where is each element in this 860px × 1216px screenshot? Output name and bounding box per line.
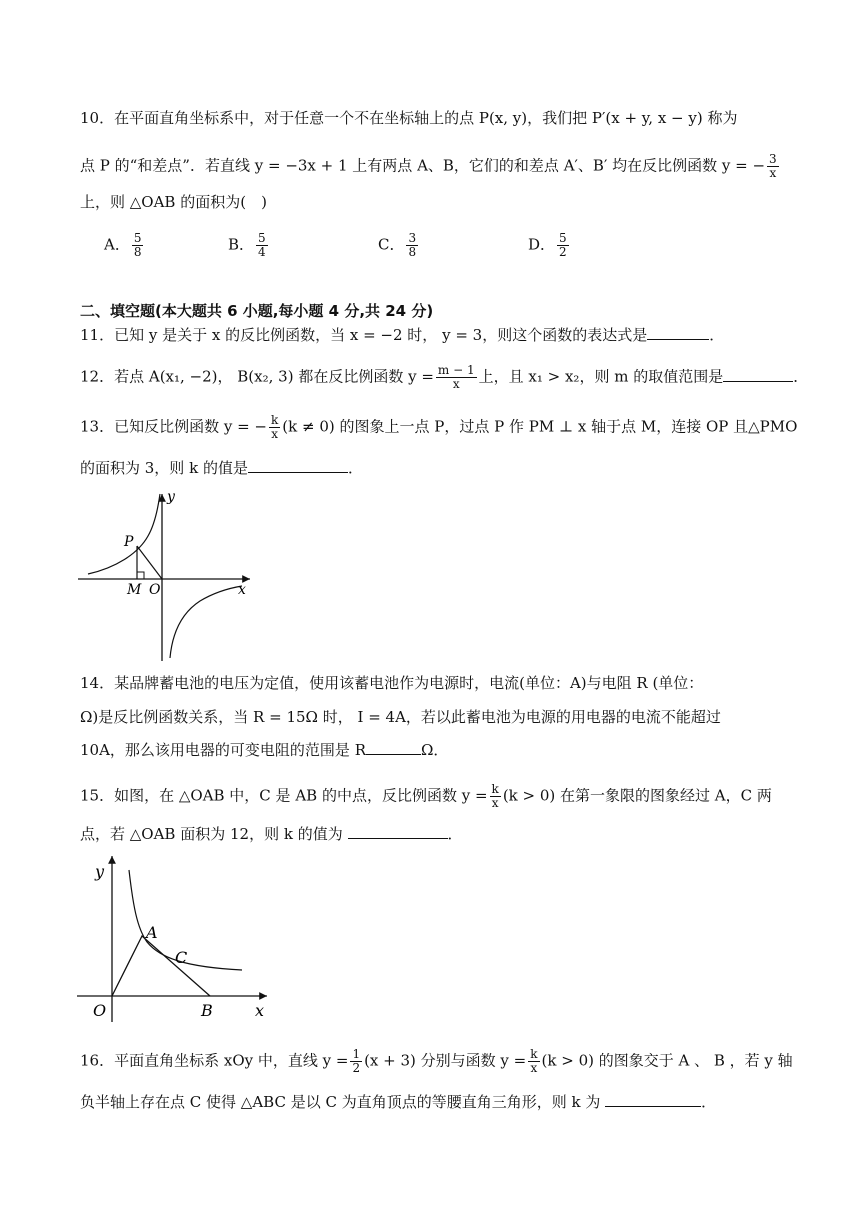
curve-branch-4th-quadrant — [170, 586, 242, 658]
q14-answer-blank[interactable] — [366, 740, 421, 755]
section-heading: 二、填空题(本大题共 6 小题,每小题 4 分,共 24 分) — [80, 302, 434, 320]
q15-line1: 15．如图，在 △OAB 中，C 是 AB 的中点，反比例函数 y = $\frac{k}{x}$ (k > 0) 在第一象限的图象经过 A，C 两 — [80, 782, 772, 810]
q12-answer-blank[interactable] — [723, 367, 793, 382]
q10-line2 — [80, 153, 781, 180]
triangle-OAB — [112, 936, 210, 996]
q11: 11．已知 y 是关于 x 的反比例函数，当 x = −2 时， y = 3，则这个函数的表达式是 ． — [80, 326, 725, 344]
q10-option-c[interactable]: C． $\frac{3}{8}$ — [378, 231, 417, 259]
segment-PO — [137, 546, 162, 579]
q13-line1: 13．已知反比例函数 y = − $\frac{k}{x}$ (k ≠ 0) 的图象上一点 P，过点 P 作 PM ⊥ x 轴于点 M，连接 OP 且△PMO — [80, 413, 798, 441]
label-B: B — [201, 1001, 213, 1020]
q10-option-b[interactable]: B． $\frac{5}{4}$ — [228, 231, 266, 259]
q10-fraction: $\frac{3}{x}$ — [769, 152, 777, 180]
q10-option-a[interactable]: A． $\frac{5}{8}$ — [104, 231, 142, 259]
q13-line2: 的面积为 3，则 k 的值是 ． — [80, 459, 363, 477]
q12: 12．若点 A(x₁, −2)， B(x₂, 3) 都在反比例函数 y = $\frac{m - 1}{x}$ 上，且 x₁ > x₂，则 m 的取值范围是 ． — [80, 363, 809, 391]
label-x: x — [255, 1001, 265, 1020]
figure-13 — [70, 486, 270, 666]
q15-answer-blank[interactable] — [348, 824, 448, 839]
label-y: y — [95, 862, 105, 881]
q16-line2: 负半轴上存在点 C 使得 △ABC 是以 C 为直角顶点的等腰直角三角形，则 k 为 ． — [80, 1093, 717, 1111]
q10-line1: 10．在平面直角坐标系中，对于任意一个不在坐标轴上的点 P(x, y)，我们把 P′(x + y, x − y) 称为 — [80, 109, 738, 127]
q11-answer-blank[interactable] — [647, 325, 709, 340]
label-C: C — [175, 948, 188, 967]
q10-option-d[interactable]: D． $\frac{5}{2}$ — [528, 231, 567, 259]
q10-line2-text: 点 P 的“和差点”．若直线 y = −3x + 1 上有两点 A、B，它们的和差点 A′、B′ 均在反比例函数 y = − — [80, 156, 766, 175]
q16-answer-blank[interactable] — [605, 1092, 701, 1107]
label-O: O — [93, 1001, 107, 1020]
q15-line2: 点，若 △OAB 面积为 12，则 k 的值为 ． — [80, 825, 463, 843]
q14-line1: 14．某品牌蓄电池的电压为定值，使用该蓄电池作为电源时，电流(单位：A)与电阻 R (单位： — [80, 674, 704, 692]
label-x: x — [238, 582, 246, 598]
q10-line3: 上，则 △OAB 的面积为( ) — [80, 193, 267, 211]
q14-line2: Ω)是反比例函数关系，当 R = 15Ω 时， I = 4A，若以此蓄电池为电源的用电器的电流不能超过 — [80, 708, 721, 726]
label-O: O — [149, 582, 161, 598]
right-angle-mark — [137, 572, 144, 579]
q13-answer-blank[interactable] — [248, 458, 348, 473]
label-P: P — [124, 534, 134, 550]
q14-line3: 10A，那么该用电器的可变电阻的范围是 R Ω． — [80, 741, 449, 759]
label-y: y — [167, 489, 175, 505]
q16-line1: 16．平面直角坐标系 xOy 中，直线 y = $\frac{1}{2}$ (x + 3) 分别与函数 y = $\frac{k}{x}$ (k > 0) 的图象交于 A 、 B ，若 y 轴 — [80, 1047, 793, 1075]
label-A: A — [146, 923, 158, 942]
figure-15 — [75, 850, 285, 1030]
label-M: M — [127, 582, 142, 598]
